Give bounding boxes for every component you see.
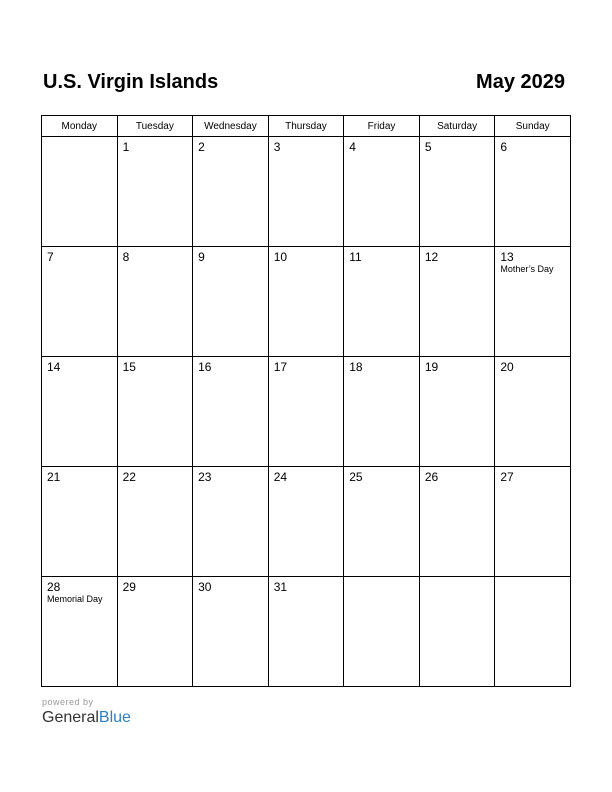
day-number: 11 — [349, 250, 362, 264]
powered-by-text: powered by — [42, 697, 94, 707]
day-cell — [42, 247, 118, 357]
day-number: 18 — [349, 360, 363, 374]
day-number: 29 — [122, 580, 136, 594]
day-cell — [419, 577, 495, 687]
day-cell — [495, 467, 571, 577]
day-number: 27 — [500, 470, 514, 484]
day-number: 26 — [424, 470, 439, 484]
generalblue-logo — [42, 709, 131, 727]
day-cell — [268, 137, 344, 247]
day-number: 19 — [424, 360, 439, 374]
country-title: U.S. Virgin Islands — [43, 71, 219, 93]
day-cell — [344, 137, 420, 247]
day-number: 2 — [198, 140, 205, 154]
day-number: 21 — [47, 470, 61, 484]
day-cell — [268, 247, 344, 357]
day-cell — [193, 467, 269, 577]
day-cell — [193, 357, 269, 467]
day-cell — [117, 357, 193, 467]
day-cell — [117, 577, 193, 687]
month-year-title: May 2029 — [476, 71, 565, 93]
day-number: 4 — [349, 140, 356, 154]
day-number: 5 — [424, 140, 432, 154]
brand-part-blue: Blue — [98, 709, 131, 726]
day-cell — [419, 357, 495, 467]
day-number: 31 — [273, 580, 288, 594]
day-cell — [495, 577, 571, 687]
day-number: 16 — [198, 360, 212, 374]
day-number: 23 — [198, 470, 212, 484]
day-cell — [495, 357, 571, 467]
brand-part-general: General — [42, 709, 99, 726]
day-cell — [117, 137, 193, 247]
weekday-header: Sunday — [495, 116, 571, 137]
weekday-header-row — [42, 116, 571, 137]
day-cell — [344, 577, 420, 687]
day-number: 7 — [47, 250, 54, 264]
day-cell — [344, 247, 420, 357]
day-cell — [42, 357, 118, 467]
holiday-label: Memorial Day — [47, 594, 103, 604]
day-number: 25 — [349, 470, 363, 484]
day-number: 20 — [500, 360, 514, 374]
week-row — [42, 467, 571, 577]
day-number: 8 — [122, 250, 130, 264]
day-number: 12 — [424, 250, 439, 264]
day-cell — [268, 467, 344, 577]
day-cell — [495, 137, 571, 247]
week-row — [42, 137, 571, 247]
day-number: 6 — [500, 140, 508, 154]
weekday-header: Saturday — [419, 116, 495, 137]
day-number: 3 — [273, 140, 281, 154]
day-number: 24 — [273, 470, 288, 484]
day-number: 1 — [122, 140, 130, 154]
day-cell — [193, 577, 269, 687]
weekday-header: Tuesday — [117, 116, 193, 137]
day-cell — [419, 247, 495, 357]
calendar-grid — [41, 115, 571, 687]
weekday-header: Monday — [42, 116, 118, 137]
day-number: 9 — [198, 250, 205, 264]
day-number: 30 — [198, 580, 212, 594]
day-cell — [268, 577, 344, 687]
day-cell — [193, 137, 269, 247]
weekday-header: Thursday — [268, 116, 344, 137]
day-cell — [117, 467, 193, 577]
holiday-label: Mother’s Day — [500, 264, 554, 274]
day-cell — [117, 247, 193, 357]
week-row — [42, 577, 571, 687]
day-cell — [419, 467, 495, 577]
week-row — [42, 247, 571, 357]
day-cell — [419, 137, 495, 247]
day-number: 22 — [122, 470, 136, 484]
day-number: 14 — [47, 360, 61, 374]
day-number: 10 — [273, 250, 288, 264]
footer-branding — [42, 697, 131, 727]
weekday-header: Friday — [344, 116, 420, 137]
day-number: 13 — [500, 250, 514, 264]
week-row — [42, 357, 571, 467]
day-cell — [344, 357, 420, 467]
day-cell — [42, 467, 118, 577]
day-cell — [193, 247, 269, 357]
day-cell — [42, 577, 118, 687]
day-number: 17 — [273, 360, 288, 374]
day-cell — [268, 357, 344, 467]
day-number: 28 — [47, 580, 61, 594]
day-number: 15 — [122, 360, 136, 374]
day-cell — [495, 247, 571, 357]
weekday-header: Wednesday — [193, 116, 269, 137]
day-cell — [344, 467, 420, 577]
day-cell — [42, 137, 118, 247]
